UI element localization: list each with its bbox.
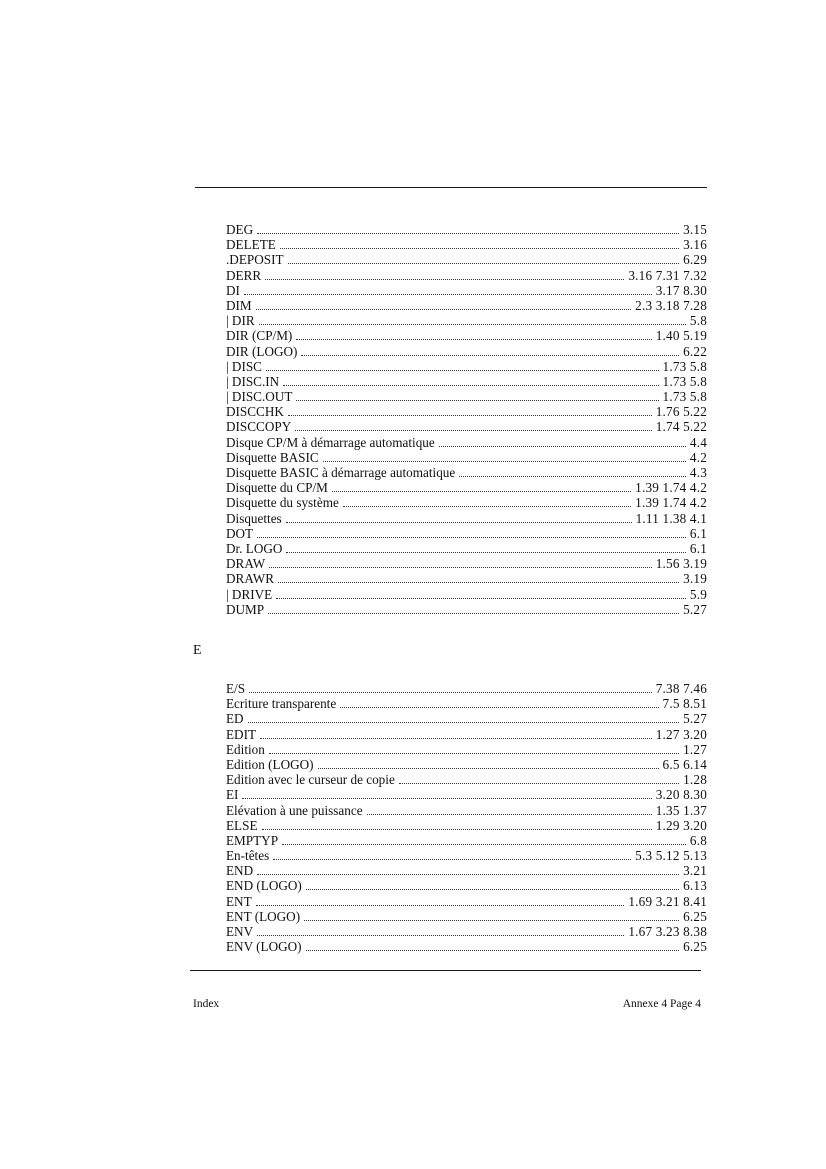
index-pages: 5.3 5.12 5.13 xyxy=(635,848,707,864)
index-entry xyxy=(226,328,707,343)
index-entry xyxy=(226,924,707,939)
index-term: Disquette du CP/M xyxy=(226,480,328,496)
index-term: DISCCHK xyxy=(226,404,284,420)
index-term: END xyxy=(226,863,254,879)
dot-leader xyxy=(260,738,652,739)
index-term: Dr. LOGO xyxy=(226,540,283,556)
index-entry xyxy=(226,419,707,434)
index-entry xyxy=(226,359,707,374)
index-entry xyxy=(226,863,707,878)
index-pages: 1.56 3.19 xyxy=(655,556,707,572)
index-entry xyxy=(226,878,707,893)
index-term: Edition xyxy=(226,741,265,757)
index-pages: 3.21 xyxy=(683,863,707,879)
index-term: ED xyxy=(226,711,244,727)
dot-leader xyxy=(439,446,686,447)
index-entry xyxy=(226,757,707,772)
dot-leader xyxy=(367,814,652,815)
dot-leader xyxy=(269,753,679,754)
index-pages: 1.73 5.8 xyxy=(662,358,707,374)
index-term: EMPTYP xyxy=(226,832,279,848)
index-pages: 7.38 7.46 xyxy=(655,681,707,696)
dot-leader xyxy=(304,920,679,921)
index-pages: 3.15 xyxy=(683,222,707,237)
index-pages: 6.1 xyxy=(689,540,707,556)
dot-leader xyxy=(340,707,658,708)
index-entry xyxy=(226,727,707,742)
index-pages: 3.16 7.31 7.32 xyxy=(628,267,707,283)
index-entry xyxy=(226,313,707,328)
index-entry xyxy=(226,742,707,757)
index-entry xyxy=(226,344,707,359)
index-pages: 1.74 5.22 xyxy=(655,419,707,435)
index-term: Disquette BASIC à démarrage automatique xyxy=(226,465,456,480)
dot-leader xyxy=(280,248,679,249)
index-term: | DRIVE xyxy=(226,586,273,602)
index-term: Disquette BASIC xyxy=(226,449,319,465)
dot-leader xyxy=(257,537,686,538)
index-term: EI xyxy=(226,787,239,803)
top-rule xyxy=(195,187,707,188)
dot-leader xyxy=(265,279,624,280)
index-pages: 5.9 xyxy=(689,586,707,602)
index-pages: 6.22 xyxy=(683,343,707,359)
index-entry xyxy=(226,711,707,726)
index-pages: 1.39 1.74 4.2 xyxy=(635,480,707,496)
index-term: .DEPOSIT xyxy=(226,252,284,268)
dot-leader xyxy=(257,874,679,875)
index-section-e xyxy=(226,681,707,954)
index-entry xyxy=(226,939,707,954)
index-entry xyxy=(226,803,707,818)
dot-leader xyxy=(296,339,651,340)
index-entry xyxy=(226,541,707,556)
index-term: | DISC.OUT xyxy=(226,389,293,405)
index-entry xyxy=(226,268,707,283)
index-pages: 2.3 3.18 7.28 xyxy=(635,297,707,313)
index-entry xyxy=(226,511,707,526)
index-term: | DISC xyxy=(226,358,262,374)
index-pages: 1.27 xyxy=(683,741,707,757)
index-pages: 6.13 xyxy=(683,878,707,894)
index-term: ENT xyxy=(226,893,252,909)
index-term: Disquettes xyxy=(226,510,282,526)
dot-leader xyxy=(256,905,625,906)
dot-leader xyxy=(262,829,652,830)
index-term: DOT xyxy=(226,525,254,541)
index-pages: 6.1 xyxy=(689,525,707,541)
dot-leader xyxy=(249,692,652,693)
index-term: Disque CP/M à démarrage automatique xyxy=(226,434,435,450)
index-entry xyxy=(226,909,707,924)
index-pages: 6.25 xyxy=(683,939,707,955)
index-pages: 1.73 5.8 xyxy=(662,373,707,389)
index-entry xyxy=(226,587,707,602)
index-term: ENV xyxy=(226,924,254,939)
dot-leader xyxy=(273,859,631,860)
index-term: DIR (LOGO) xyxy=(226,343,298,359)
dot-leader xyxy=(244,294,652,295)
index-pages: 7.5 8.51 xyxy=(662,696,707,712)
index-entry xyxy=(226,681,707,696)
index-pages: 1.67 3.23 8.38 xyxy=(628,924,707,939)
index-term: E/S xyxy=(226,681,246,696)
dot-leader xyxy=(269,567,652,568)
index-term: DIR (CP/M) xyxy=(226,328,293,344)
dot-leader xyxy=(323,461,686,462)
index-term: En-têtes xyxy=(226,848,270,864)
index-entry xyxy=(226,222,707,237)
index-entry xyxy=(226,602,707,617)
index-term: DEG xyxy=(226,222,254,237)
index-pages: 1.27 3.20 xyxy=(655,726,707,742)
section-letter: E xyxy=(193,643,202,658)
index-term: END (LOGO) xyxy=(226,878,302,894)
index-entry xyxy=(226,374,707,389)
index-pages: 1.39 1.74 4.2 xyxy=(635,495,707,511)
dot-leader xyxy=(296,400,658,401)
index-term: DI xyxy=(226,282,240,298)
index-entry xyxy=(226,787,707,802)
index-term: DIM xyxy=(226,297,252,313)
dot-leader xyxy=(318,768,659,769)
index-pages: 4.3 xyxy=(689,465,707,480)
dot-leader xyxy=(295,430,652,431)
index-term: ENV (LOGO) xyxy=(226,939,302,955)
dot-leader xyxy=(257,233,679,234)
index-entry xyxy=(226,495,707,510)
index-entry xyxy=(226,571,707,586)
dot-leader xyxy=(257,935,624,936)
dot-leader xyxy=(306,950,680,951)
index-entry xyxy=(226,283,707,298)
index-pages: 5.27 xyxy=(683,601,707,617)
dot-leader xyxy=(306,889,679,890)
index-entry xyxy=(226,696,707,711)
dot-leader xyxy=(276,598,686,599)
dot-leader xyxy=(286,522,632,523)
index-term: DUMP xyxy=(226,601,265,617)
index-pages: 4.2 xyxy=(689,449,707,465)
index-pages: 1.69 3.21 8.41 xyxy=(628,893,707,909)
index-pages: 3.17 8.30 xyxy=(655,282,707,298)
index-pages: 1.29 3.20 xyxy=(655,817,707,833)
bottom-rule xyxy=(190,970,701,971)
index-entry xyxy=(226,526,707,541)
index-entry xyxy=(226,480,707,495)
index-entry xyxy=(226,298,707,313)
index-pages: 1.40 5.19 xyxy=(655,328,707,344)
index-pages: 6.5 6.14 xyxy=(662,756,707,772)
dot-leader xyxy=(256,309,632,310)
dot-leader xyxy=(399,783,679,784)
index-term: | DIR xyxy=(226,313,255,329)
dot-leader xyxy=(282,844,686,845)
dot-leader xyxy=(286,552,685,553)
index-entry xyxy=(226,848,707,863)
dot-leader xyxy=(332,491,631,492)
index-term: DISCCOPY xyxy=(226,419,292,435)
index-entry xyxy=(226,389,707,404)
index-pages: 3.16 xyxy=(683,237,707,253)
index-term: Disquette du système xyxy=(226,495,339,511)
index-entry xyxy=(226,465,707,480)
dot-leader xyxy=(242,798,651,799)
dot-leader xyxy=(248,722,680,723)
index-pages: 3.19 xyxy=(683,571,707,587)
index-entry xyxy=(226,450,707,465)
dot-leader xyxy=(266,370,659,371)
index-term: Elévation à une puissance xyxy=(226,802,363,818)
index-entry xyxy=(226,556,707,571)
dot-leader xyxy=(343,506,631,507)
index-term: DELETE xyxy=(226,237,276,253)
index-term: Ecriture transparente xyxy=(226,696,337,712)
index-term: DRAWR xyxy=(226,571,275,587)
index-term: ENT (LOGO) xyxy=(226,908,301,924)
index-pages: 6.29 xyxy=(683,252,707,268)
dot-leader xyxy=(301,355,679,356)
index-entry xyxy=(226,818,707,833)
index-entry xyxy=(226,435,707,450)
index-term: Edition avec le curseur de copie xyxy=(226,772,395,788)
index-term: EDIT xyxy=(226,726,257,742)
dot-leader xyxy=(459,476,686,477)
index-pages: 1.11 1.38 4.1 xyxy=(635,510,707,526)
dot-leader xyxy=(268,613,679,614)
index-pages: 3.20 8.30 xyxy=(655,787,707,803)
index-pages: 6.8 xyxy=(689,832,707,848)
index-pages: 1.35 1.37 xyxy=(655,802,707,818)
dot-leader xyxy=(288,415,652,416)
index-pages: 1.28 xyxy=(683,772,707,788)
footer-page-label: Annexe 4 Page 4 xyxy=(622,998,701,1010)
index-pages: 1.73 5.8 xyxy=(662,389,707,405)
index-entry xyxy=(226,772,707,787)
dot-leader xyxy=(278,582,679,583)
dot-leader xyxy=(288,263,680,264)
index-term: Edition (LOGO) xyxy=(226,756,314,772)
footer-index-label: Index xyxy=(193,998,220,1010)
index-entry xyxy=(226,894,707,909)
index-pages: 1.76 5.22 xyxy=(655,404,707,420)
index-term: ELSE xyxy=(226,817,258,833)
dot-leader xyxy=(283,385,658,386)
index-term: DRAW xyxy=(226,556,266,572)
index-pages: 5.27 xyxy=(683,711,707,727)
index-term: DERR xyxy=(226,267,262,283)
index-pages: 5.8 xyxy=(689,313,707,329)
index-entry xyxy=(226,237,707,252)
index-term: | DISC.IN xyxy=(226,373,280,389)
dot-leader xyxy=(259,324,686,325)
index-entry xyxy=(226,833,707,848)
index-entry xyxy=(226,252,707,267)
index-pages: 6.25 xyxy=(683,908,707,924)
index-section-d xyxy=(226,222,707,617)
index-entry xyxy=(226,404,707,419)
index-pages: 4.4 xyxy=(689,434,707,450)
